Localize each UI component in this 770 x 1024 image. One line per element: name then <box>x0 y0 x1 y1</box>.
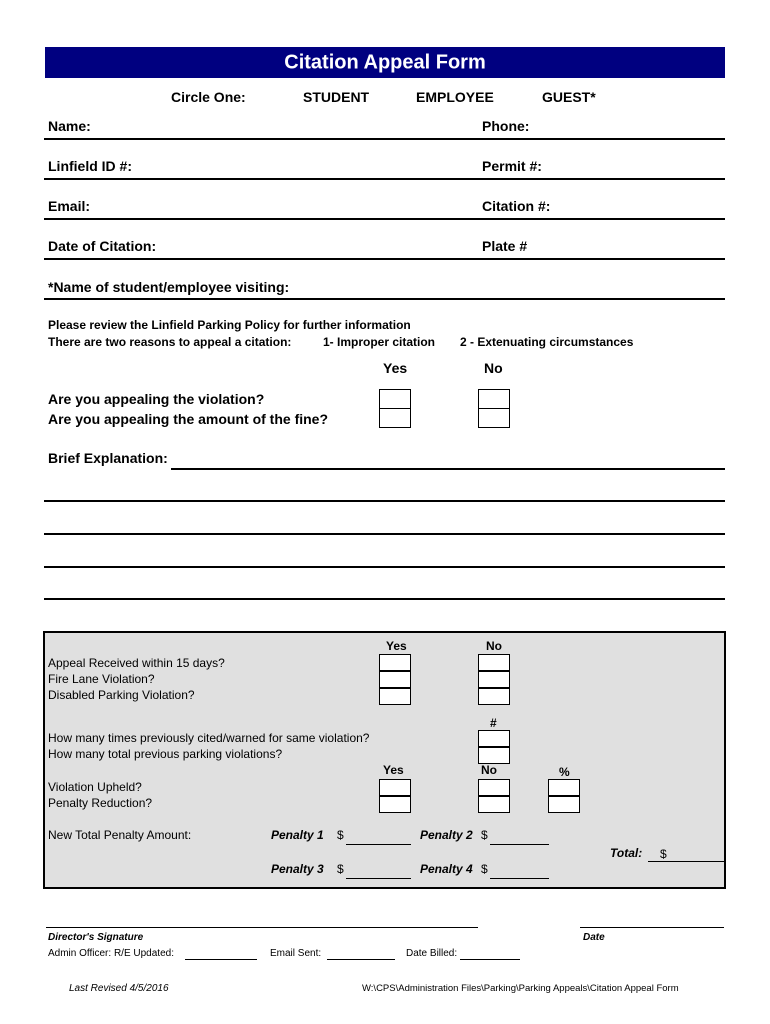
appeal-amount-question: Are you appealing the amount of the fine? <box>48 411 329 427</box>
upheld-yes-checkbox[interactable] <box>379 779 411 796</box>
penalty-3-label: Penalty 3 <box>271 862 324 876</box>
phone-label: Phone: <box>482 118 530 134</box>
received-15-days-question: Appeal Received within 15 days? <box>48 656 225 670</box>
email-sent-label: Email Sent: <box>270 948 322 959</box>
penalty-4-label: Penalty 4 <box>420 862 473 876</box>
reason-2: 2 - Extenuating circumstances <box>460 335 634 349</box>
director-signature-label: Director's Signature <box>48 932 144 943</box>
name-label: Name: <box>48 118 91 134</box>
director-signature-line[interactable] <box>46 927 478 928</box>
visiting-label: *Name of student/employee visiting: <box>48 279 290 295</box>
new-total-penalty-label: New Total Penalty Amount: <box>48 828 192 842</box>
visiting-line[interactable] <box>44 298 725 300</box>
form-title: Citation Appeal Form <box>284 51 486 73</box>
upheld-no-header: No <box>481 763 497 777</box>
permit-label: Permit #: <box>482 158 542 174</box>
penalty-1-line[interactable] <box>346 844 411 845</box>
upheld-yes-header: Yes <box>383 763 404 777</box>
penalty-1-label: Penalty 1 <box>271 828 324 842</box>
option-student[interactable]: STUDENT <box>303 89 370 105</box>
reduction-percent-box[interactable] <box>548 796 580 813</box>
date-line[interactable] <box>44 258 725 260</box>
fire-lane-question: Fire Lane Violation? <box>48 672 155 686</box>
penalty-2-dollar: $ <box>481 828 488 842</box>
explanation-line-5[interactable] <box>44 598 725 600</box>
appeal-amount-no-checkbox[interactable] <box>478 408 510 428</box>
fire-lane-no-checkbox[interactable] <box>478 671 510 688</box>
total-violations-count-box[interactable] <box>478 747 510 764</box>
disabled-yes-checkbox[interactable] <box>379 688 411 705</box>
date-of-citation-label: Date of Citation: <box>48 238 157 254</box>
date-billed-line[interactable] <box>460 959 520 960</box>
times-cited-count-box[interactable] <box>478 730 510 747</box>
admin-yes-header: Yes <box>386 639 407 653</box>
explanation-line-1[interactable] <box>171 468 725 470</box>
disabled-parking-question: Disabled Parking Violation? <box>48 688 195 702</box>
penalty-4-line[interactable] <box>490 878 549 879</box>
penalty-3-dollar: $ <box>337 862 344 876</box>
disabled-no-checkbox[interactable] <box>478 688 510 705</box>
received-no-checkbox[interactable] <box>478 654 510 671</box>
fire-lane-yes-checkbox[interactable] <box>379 671 411 688</box>
date-line-footer[interactable] <box>580 927 724 928</box>
file-path: W:\CPS\Administration Files\Parking\Parking Appeals\Citation Appeal Form <box>362 983 679 994</box>
date-label: Date <box>583 932 605 943</box>
linfield-id-line[interactable] <box>44 178 725 180</box>
percent-header: % <box>559 765 570 779</box>
title-bar <box>45 47 725 78</box>
email-line[interactable] <box>44 218 725 220</box>
name-line[interactable] <box>44 138 725 140</box>
explanation-line-3[interactable] <box>44 533 725 535</box>
appeal-amount-yes-checkbox[interactable] <box>379 408 411 428</box>
upheld-percent-box[interactable] <box>548 779 580 796</box>
appeal-violation-yes-checkbox[interactable] <box>379 389 411 409</box>
admin-officer-label: Admin Officer: R/E Updated: <box>48 948 174 959</box>
email-sent-line[interactable] <box>327 959 395 960</box>
penalty-2-label: Penalty 2 <box>420 828 473 842</box>
penalty-3-line[interactable] <box>346 878 411 879</box>
violation-upheld-question: Violation Upheld? <box>48 780 142 794</box>
policy-line1: Please review the Linfield Parking Policy for further information <box>48 318 411 332</box>
penalty-2-line[interactable] <box>490 844 549 845</box>
admin-no-header: No <box>486 639 502 653</box>
appeal-violation-no-checkbox[interactable] <box>478 389 510 409</box>
total-line[interactable] <box>648 861 724 862</box>
appeal-yes-header: Yes <box>383 360 408 376</box>
option-employee[interactable]: EMPLOYEE <box>416 89 494 105</box>
total-label: Total: <box>610 846 643 860</box>
explanation-line-4[interactable] <box>44 566 725 568</box>
upheld-no-checkbox[interactable] <box>478 779 510 796</box>
penalty-4-dollar: $ <box>481 862 488 876</box>
appeal-violation-question: Are you appealing the violation? <box>48 391 265 407</box>
reason-1: 1- Improper citation <box>323 335 436 349</box>
re-updated-line[interactable] <box>185 959 257 960</box>
penalty-1-dollar: $ <box>337 828 344 842</box>
last-revised: Last Revised 4/5/2016 <box>69 983 169 994</box>
email-label: Email: <box>48 198 91 214</box>
times-cited-question: How many times previously cited/warned for same violation? <box>48 731 370 745</box>
appeal-no-header: No <box>484 360 503 376</box>
circle-one-label: Circle One: <box>171 89 246 105</box>
explanation-line-2[interactable] <box>44 500 725 502</box>
policy-line2: There are two reasons to appeal a citation: <box>48 335 292 349</box>
total-violations-question: How many total previous parking violations? <box>48 747 283 761</box>
reduction-yes-checkbox[interactable] <box>379 796 411 813</box>
reduction-no-checkbox[interactable] <box>478 796 510 813</box>
citation-label: Citation #: <box>482 198 551 214</box>
plate-label: Plate # <box>482 238 528 254</box>
received-yes-checkbox[interactable] <box>379 654 411 671</box>
option-guest[interactable]: GUEST* <box>542 89 596 105</box>
count-header: # <box>490 716 497 730</box>
total-dollar: $ <box>660 847 667 861</box>
brief-explanation-label: Brief Explanation: <box>48 450 168 466</box>
linfield-id-label: Linfield ID #: <box>48 158 132 174</box>
penalty-reduction-question: Penalty Reduction? <box>48 796 153 810</box>
date-billed-label: Date Billed: <box>406 948 458 959</box>
